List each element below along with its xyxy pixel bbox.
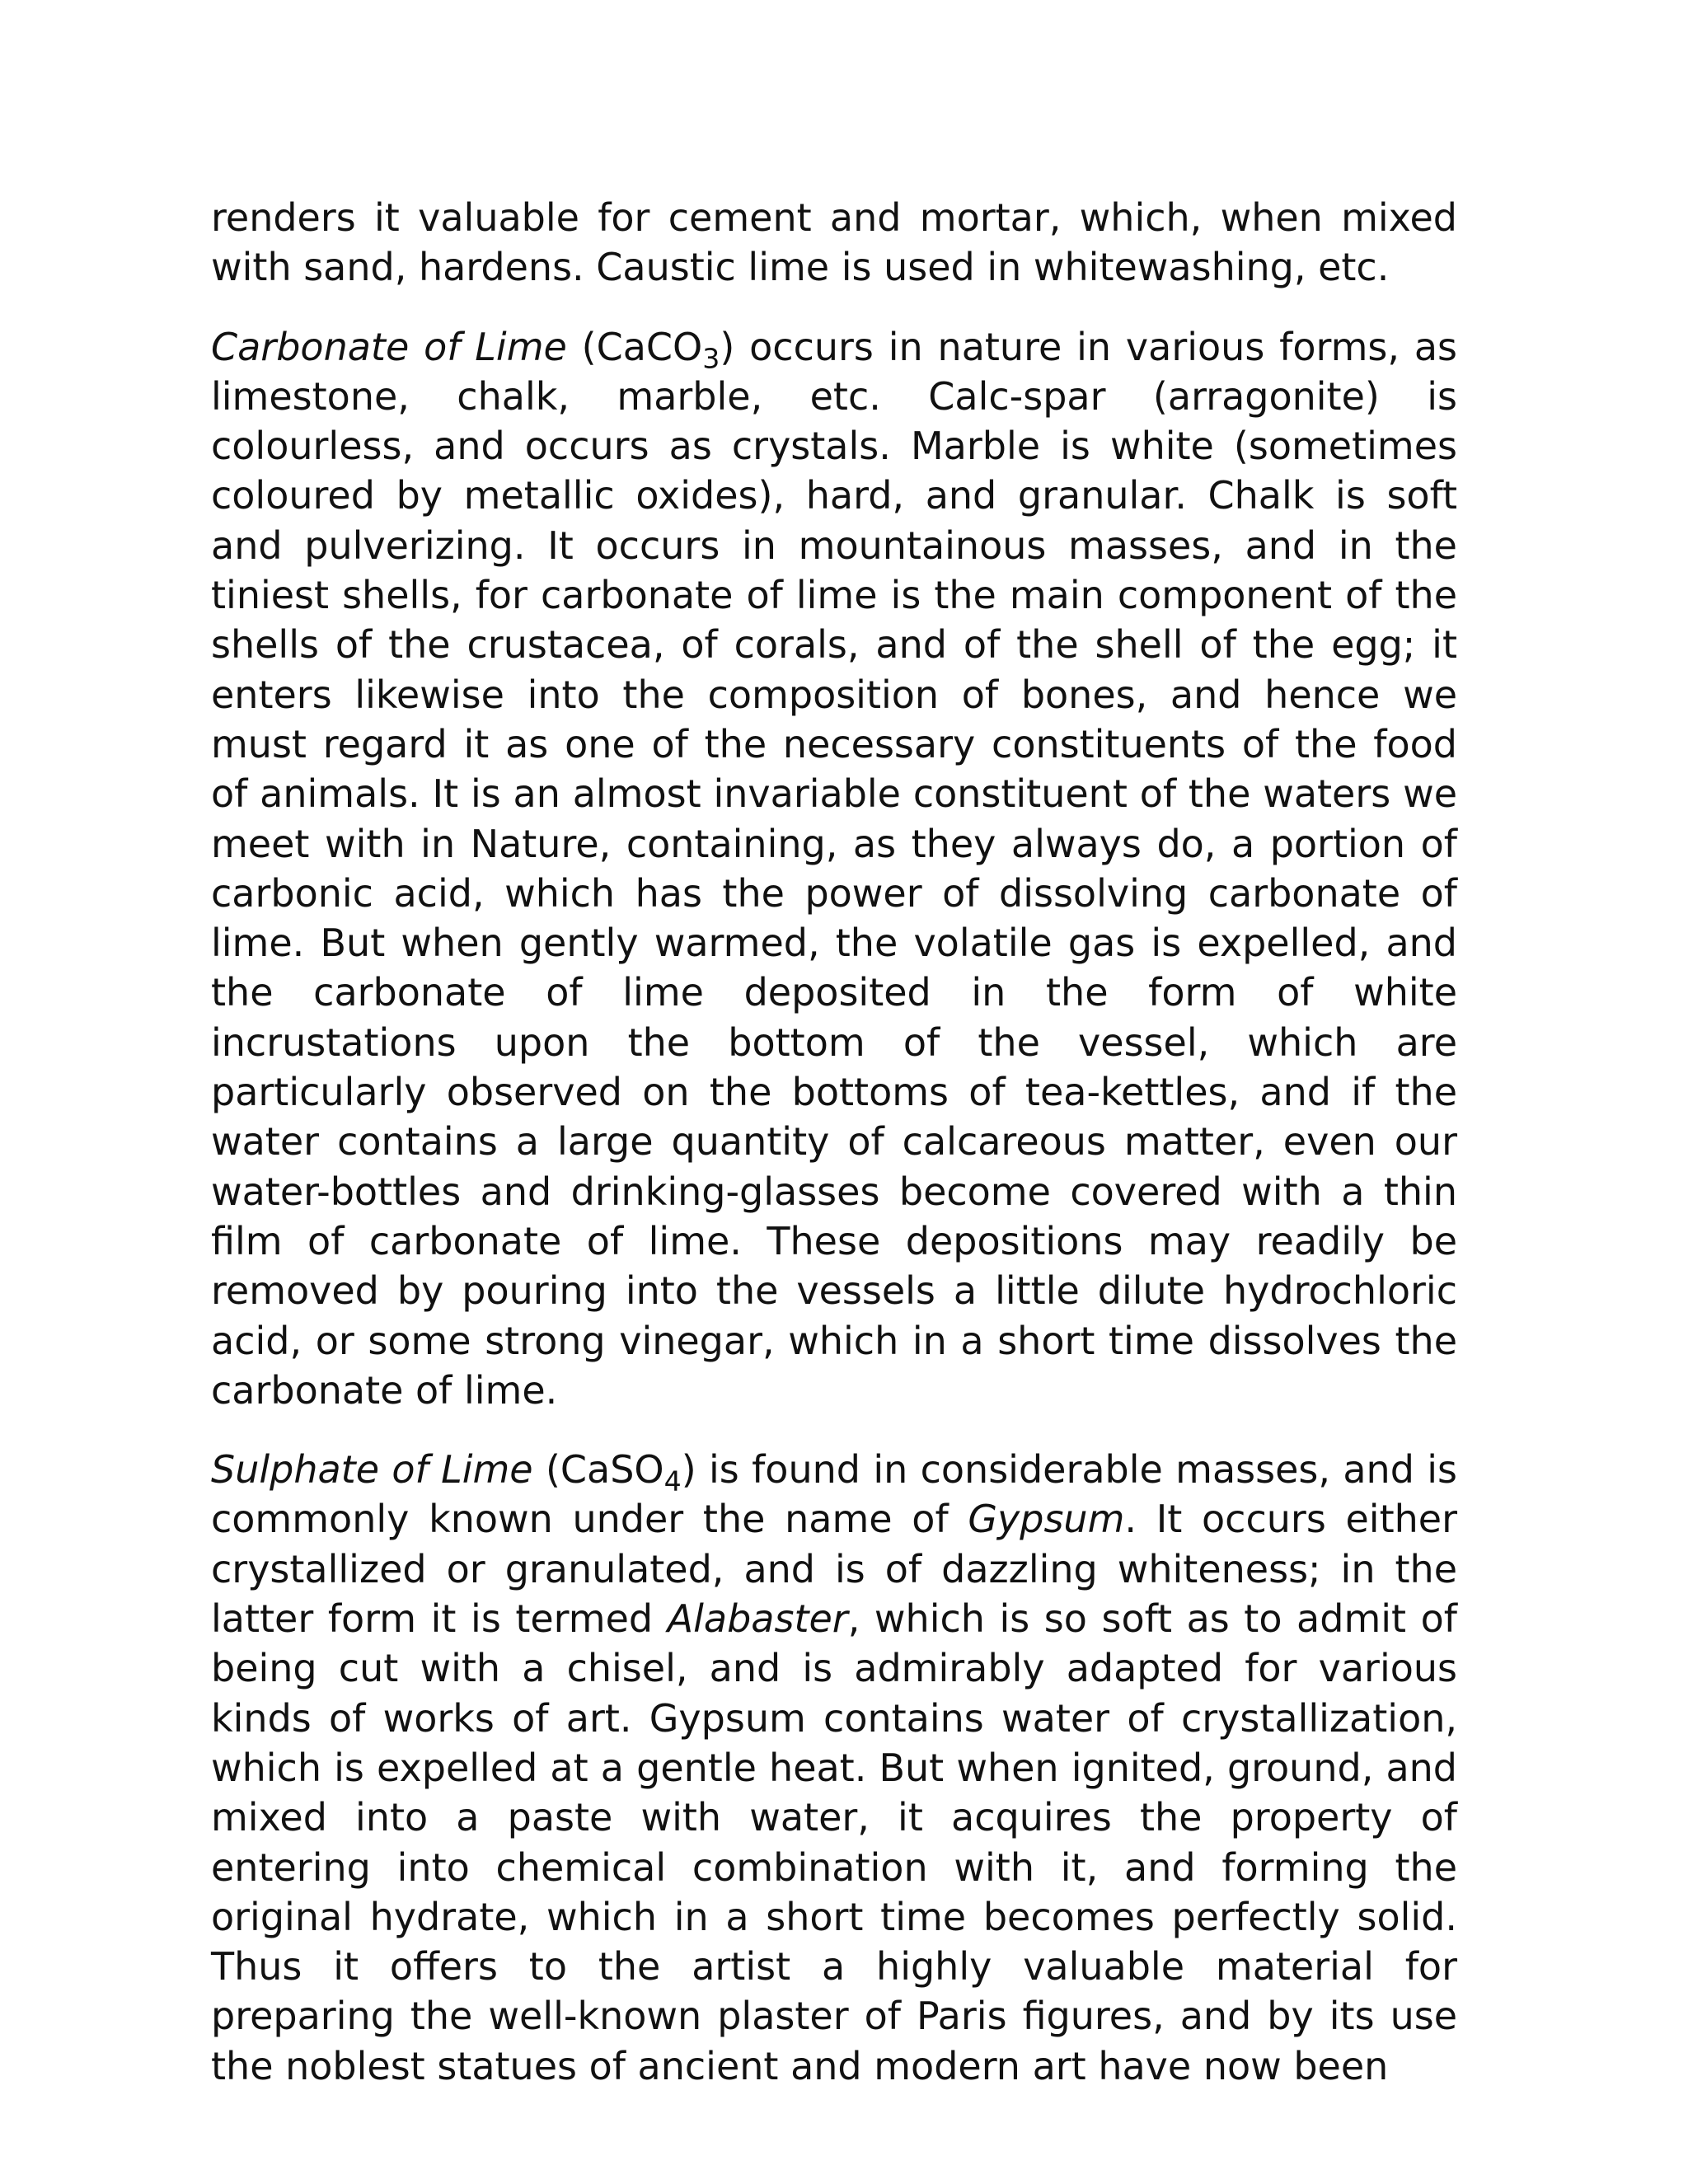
formula-caso4: (CaSO$_4$) [532, 1447, 696, 1497]
paragraph-text: , which is so soft as to admit of being cut with a chisel, and is admirably adapted for various kinds of works of art. Gypsum contains water of crystallization, which is expelled at a gentle heat. But when ignited, ground, and mixed into a paste with water, it acquires the property of entering into chemical combination with it, and forming the original hydrate, which in a short time becomes perfectly solid. Thus it offers to the artist a highly valuable material for preparing the well-known plaster of Paris figures, and by its use the noblest statues of ancient and modern art have now been [211, 1596, 1457, 2088]
paragraph-carbonate-of-lime [211, 322, 1457, 1416]
paragraph-sulphate-of-lime [211, 1445, 1457, 2091]
paragraph-text: is found in considerable masses, and is commonly known under the name of [211, 1447, 1457, 1542]
paragraph-text: renders it valuable for cement and mortar, which, when mixed with sand, hardens. Caustic lime is used in whitewashing, etc. [211, 195, 1457, 290]
paragraph-text: . It occurs either crystallized or granulated, and is of dazzling whiteness; in the latter form it is termed [211, 1497, 1457, 1642]
page-text [211, 193, 1457, 2121]
term-sulphate-of-lime: Sulphate of Lime [211, 1447, 533, 1493]
paragraph-text: occurs in nature in various forms, as limestone, chalk, marble, etc. Calc-spar (arragonite) is colourless, and occurs as crystals. Marble is white (sometimes coloured by metallic oxides), hard, and granular. Chalk is soft and pulverizing. It occurs in mountainous masses, and in the tiniest shells, for carbonate of lime is the main component of the shells of the crustacea, of corals, and of the shell of the egg; it enters likewise into the composition of bones, and hence we must regard it as one of the necessary constituents of the food of animals. It is an almost invariable constituent of the waters we meet with in Nature, containing, as they always do, a portion of carbonic acid, which has the power of dissolving carbonate of lime. But when gently warmed, the volatile gas is expelled, and the carbonate of lime deposited in the form of white incrustations upon the bottom of the vessel, which are particularly observed on the bottoms of tea-kettles, and if the water contains a large quantity of calcareous matter, even our water-bottles and drinking-glasses become covered with a thin film of carbonate of lime. These depositions may readily be removed by pouring into the vessels a little dilute hydrochloric acid, or some strong vinegar, which in a short time dissolves the carbonate of lime. [211, 324, 1457, 1413]
term-alabaster: Alabaster [667, 1596, 848, 1642]
paragraph-cement-mortar [211, 193, 1457, 293]
term-gypsum: Gypsum [968, 1497, 1125, 1542]
formula-caco3: (CaCO$_3$) [566, 324, 735, 374]
term-carbonate-of-lime: Carbonate of Lime [211, 324, 567, 369]
